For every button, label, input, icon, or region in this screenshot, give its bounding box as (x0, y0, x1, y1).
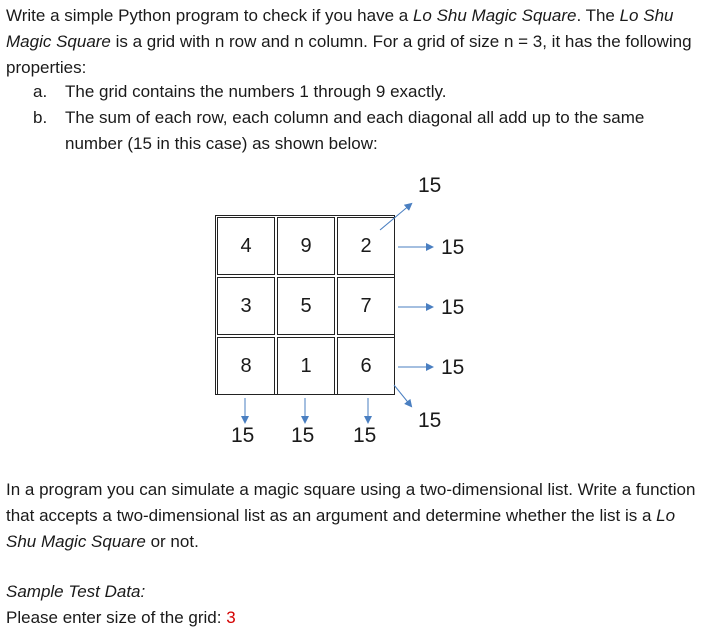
sample-prompt: Please enter size of the grid: (6, 608, 227, 627)
grid-cell: 8 (217, 337, 275, 395)
grid-cell: 3 (217, 277, 275, 335)
column-sum: 15 (231, 424, 255, 447)
term-lo-shu: Lo Shu Magic Square (412, 6, 577, 25)
diagonal-arrow-down (394, 385, 411, 406)
diagonal-arrow-up (380, 204, 411, 230)
sample-heading: Sample Test Data: (6, 582, 146, 601)
task-paragraph: In a program you can simulate a magic square using a two-dimensional list. Write a function that accepts a two-dimensional list as an argument and determine whether the list is a Lo Shu Magic Square or not. (6, 480, 696, 551)
term-lo-shu: Lo Shu Magic Square (6, 506, 676, 551)
column-sum: 15 (291, 424, 315, 447)
term-lo-shu: Lo Shu Magic Square (6, 6, 674, 51)
row-sum: 15 (441, 356, 465, 379)
grid-cell: 4 (217, 217, 275, 275)
row-sum: 15 (441, 236, 465, 259)
diagonal-sum-bottom: 15 (418, 409, 442, 432)
column-sum: 15 (353, 424, 377, 447)
grid-cell: 7 (337, 277, 395, 335)
grid-cell: 1 (277, 337, 335, 395)
grid-cell: 5 (277, 277, 335, 335)
grid-cell: 2 (337, 217, 395, 275)
sample-input-value: 3 (226, 608, 236, 627)
sample-prompt-line (6, 605, 698, 631)
grid-cell: 9 (277, 217, 335, 275)
grid-cell: 6 (337, 337, 395, 395)
row-sum: 15 (441, 296, 465, 319)
diagonal-sum-top: 15 (418, 174, 442, 197)
intro-paragraph: Write a simple Python program to check if you have a Lo Shu Magic Square. The Lo Shu Magic Square is a grid with n row and n column. For a grid of size n = 3, it has the following properties: (6, 6, 692, 77)
